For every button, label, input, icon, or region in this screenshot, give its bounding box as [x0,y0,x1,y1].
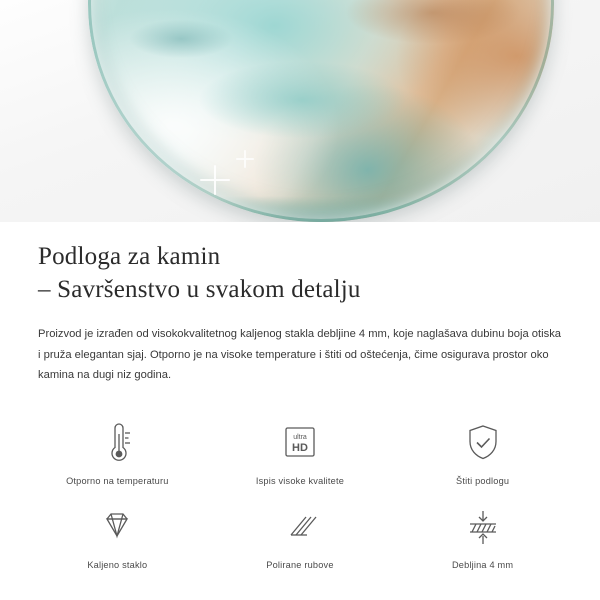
feature-label: Debljina 4 mm [451,560,514,571]
feature-label: Otporno na temperaturu [66,476,169,487]
svg-text:HD: HD [292,442,308,455]
feature-item-polished-edges [209,496,392,580]
page-title [38,240,562,306]
feature-item-print-quality [209,412,392,496]
feature-item-tempered-glass [26,496,209,580]
hero-image [0,0,600,222]
svg-text:ultra: ultra [293,434,307,442]
product-description: Proizvod je izrađen od visokokvalitetnog kaljenog stakla debljine 4 mm, koje naglašava dubinu boja otiska i pruža elegantan sjaj. Otporno je na visoke temperature i štiti od oštećenja, čime osigurava prostor oko kamina na dugi niz godina. [38,328,562,382]
content-block [0,222,600,386]
feature-label: Kaljeno staklo [87,560,148,571]
feature-label: Polirane rubove [266,560,334,571]
ultra-hd-icon [215,420,386,466]
round-glass-board-image [88,0,554,222]
feature-item-thickness [391,496,574,580]
title-line-1: Podloga za kamin [38,243,221,270]
thermometer-icon [32,420,203,466]
feature-list [0,412,600,580]
polished-edges-icon [215,504,386,550]
feature-label: Štiti podlogu [456,476,510,487]
feature-item-temperature [26,412,209,496]
feature-item-protects-surface [391,412,574,496]
shield-check-icon [397,420,568,466]
feature-label: Ispis visoke kvalitete [255,476,345,487]
diamond-icon [32,504,203,550]
thickness-icon [397,504,568,550]
title-line-2: – Savršenstvo u svakom detalju [38,276,361,303]
